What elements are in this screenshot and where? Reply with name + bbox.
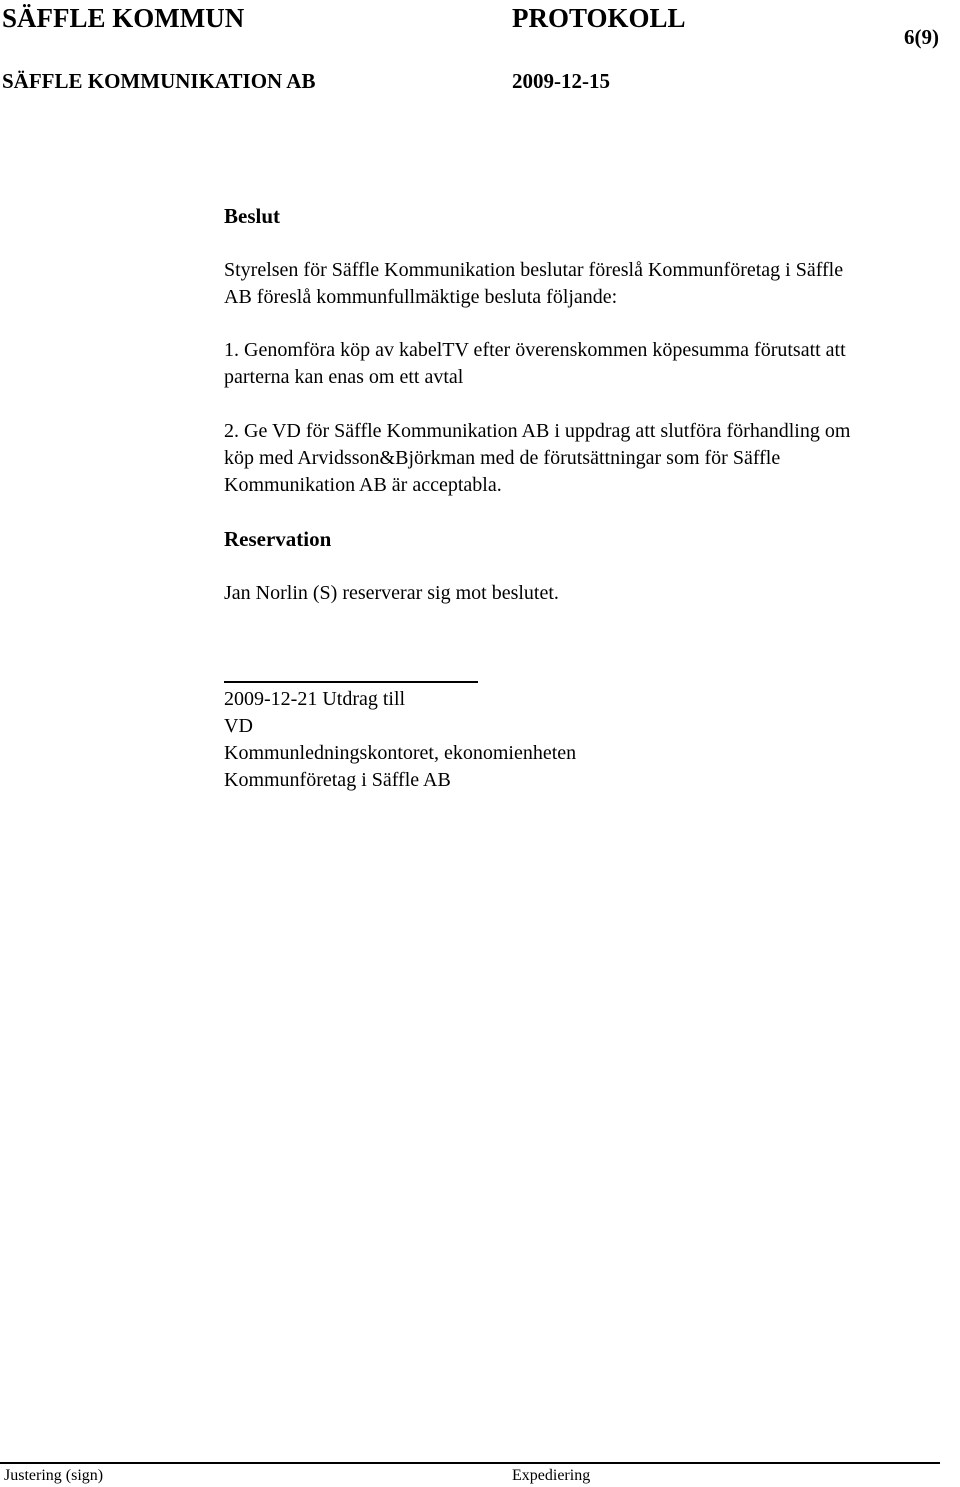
signature-line <box>224 681 478 683</box>
beslut-intro <box>224 257 960 311</box>
distribution-line: 2009-12-21 Utdrag till <box>224 688 406 710</box>
page-number: 6(9) <box>904 25 939 49</box>
distribution-line: VD <box>224 715 253 737</box>
beslut-heading: Beslut <box>224 204 281 228</box>
company-name: SÄFFLE KOMMUNIKATION AB <box>2 69 316 93</box>
reservation-heading: Reservation <box>224 527 332 551</box>
footer-justering: Justering (sign) <box>4 1467 104 1484</box>
distribution-line: Kommunföretag i Säffle AB <box>224 769 451 791</box>
document-type: PROTOKOLL <box>512 3 686 33</box>
org-name: SÄFFLE KOMMUN <box>2 3 245 33</box>
distribution-list <box>224 686 960 794</box>
reservation-text: Jan Norlin (S) reserverar sig mot beslutet. <box>224 582 559 604</box>
footer-expediering: Expediering <box>512 1467 591 1484</box>
beslut-intro-line: Styrelsen för Säffle Kommunikation beslutar föreslå Kommunföretag i Säffle <box>224 259 844 281</box>
beslut-item-1-line: 1. Genomföra köp av kabelTV efter överenskommen köpesumma förutsatt att <box>224 339 846 361</box>
beslut-item-2 <box>224 418 960 499</box>
beslut-item-1-line: parterna kan enas om ett avtal <box>224 366 464 388</box>
beslut-item-2-line: Kommunikation AB är acceptabla. <box>224 474 502 496</box>
beslut-item-2-line: köp med Arvidsson&Björkman med de förutsättningar som för Säffle <box>224 447 781 469</box>
beslut-intro-line: AB föreslå kommunfullmäktige besluta följande: <box>224 286 618 308</box>
beslut-item-2-line: 2. Ge VD för Säffle Kommunikation AB i uppdrag att slutföra förhandling om <box>224 420 851 442</box>
footer-divider <box>0 1462 940 1464</box>
beslut-item-1 <box>224 337 960 391</box>
distribution-line: Kommunledningskontoret, ekonomienheten <box>224 742 577 764</box>
meeting-date: 2009-12-15 <box>512 69 610 93</box>
